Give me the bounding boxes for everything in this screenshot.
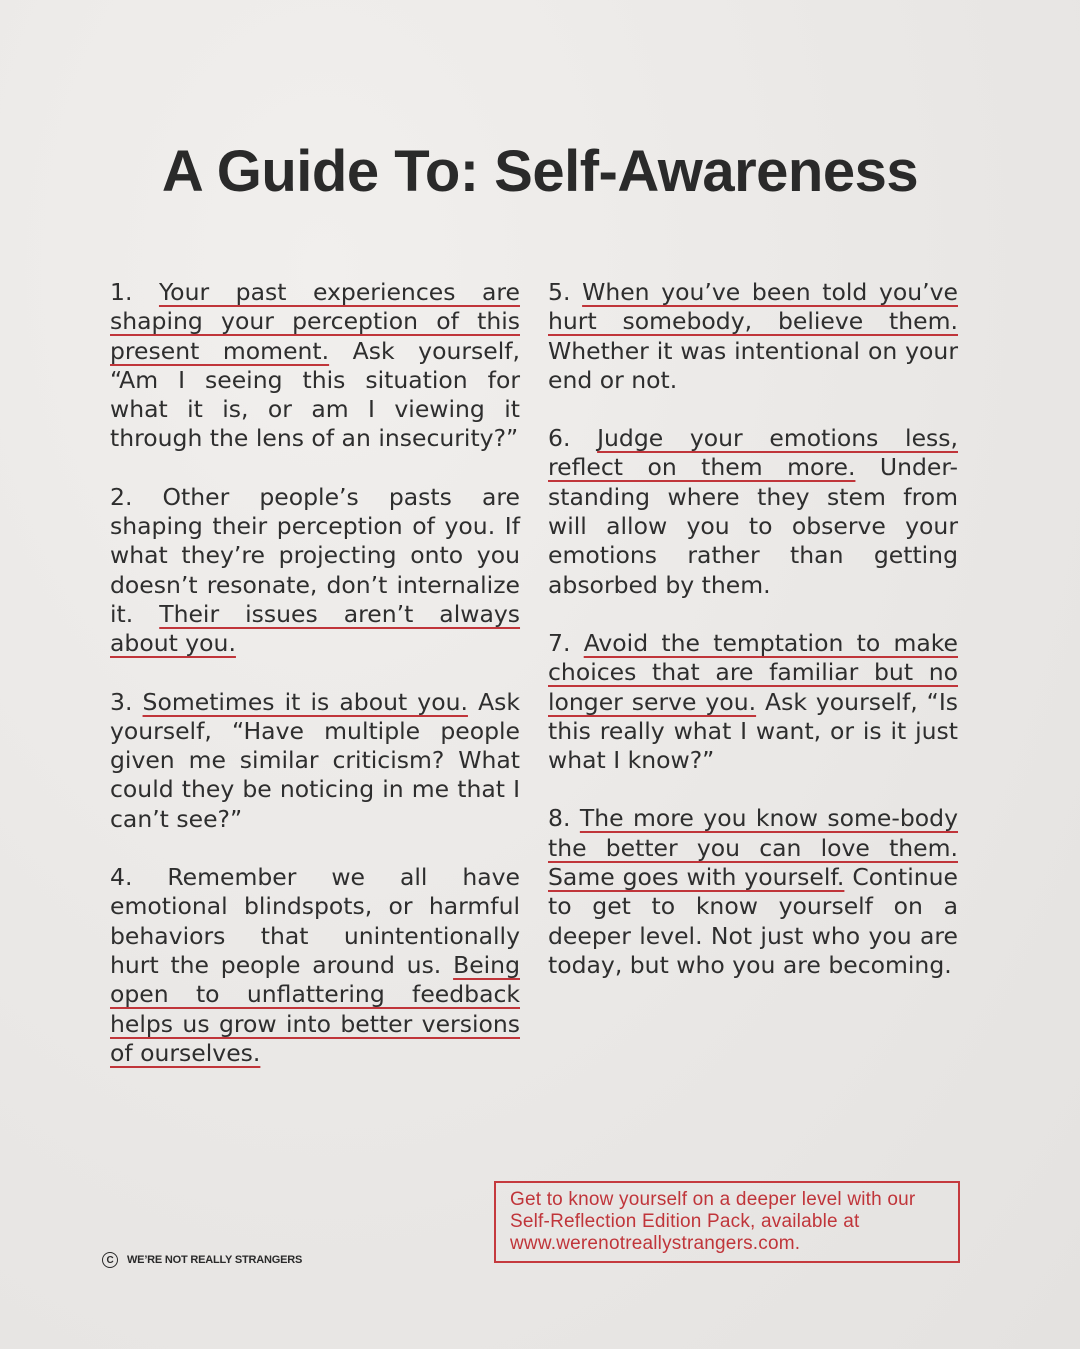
underlined-text: The more you know some-body the better you can love them. Same goes with yourself. [548,804,958,892]
list-item [110,278,520,454]
underlined-text: When you’ve been told you’ve hurt somebody, believe them. [548,278,958,336]
list-item [110,688,520,834]
item-text: Whether it was intentional on your end or not. [548,336,958,394]
list-item [548,629,958,775]
right-column [548,278,958,1009]
item-number: 8. [548,804,580,833]
underlined-text: Avoid the temptation to make choices that are familiar but no longer serve you. [548,628,958,716]
item-number: 1. [110,278,159,306]
item-text: Under-standing where they stem from will allow you to observe your emotions rather than getting absorbed by them. [548,453,958,599]
item-number: 3. [110,687,143,716]
item-text: Ask yourself, “Have multiple people given me similar criticism? What could they be noticing in me that I can’t see?” [110,687,520,833]
promo-box: Get to know yourself on a deeper level with our Self-Reflection Edition Pack, available at www.werenotreallystrangers.com. [494,1181,960,1263]
item-number: 4. [110,863,168,892]
underlined-text: Sometimes it is about you. [142,687,468,716]
item-number: 5. [548,278,583,306]
item-text: Remember we all have emotional blindspots, or harmful behaviors that unintentionally hurt the people around us. [110,863,520,979]
item-text: Continue to get to know yourself on a deeper level. Not just who you are today, but who you are becoming. [548,863,958,979]
copyright-icon: C [102,1252,118,1268]
list-item [110,483,520,659]
item-text: Ask yourself, “Am I seeing this situation for what it is, or am I viewing it through the lens of an insecurity?” [110,336,521,453]
underlined-text: Judge your emotions less, reflect on them more. [548,424,958,482]
list-item [110,863,520,1068]
list-item [548,278,958,395]
page-title: A Guide To: Self-Awareness [161,139,919,204]
item-text: Other people’s pasts are shaping their perception of you. If what they’re projecting onto you doesn’t resonate, don’t internalize it. [110,482,520,628]
underlined-text: Being open to unflattering feedback helps us grow into better versions of ourselves. [110,950,520,1067]
item-number: 6. [548,424,598,453]
item-number: 7. [548,628,584,657]
item-text: Ask yourself, “Is this really what I want, or is it just what I know?” [548,687,958,775]
underlined-text: Their issues aren’t always about you. [110,599,521,658]
brand-name: WE’RE NOT REALLY STRANGERS [127,1254,303,1266]
list-item [548,424,958,600]
left-column [110,278,520,1097]
item-number: 2. [110,482,163,511]
underlined-text: Your past experiences are shaping your perception of this present moment. [110,278,520,365]
footer-brand [102,1252,302,1268]
list-item [548,804,958,980]
